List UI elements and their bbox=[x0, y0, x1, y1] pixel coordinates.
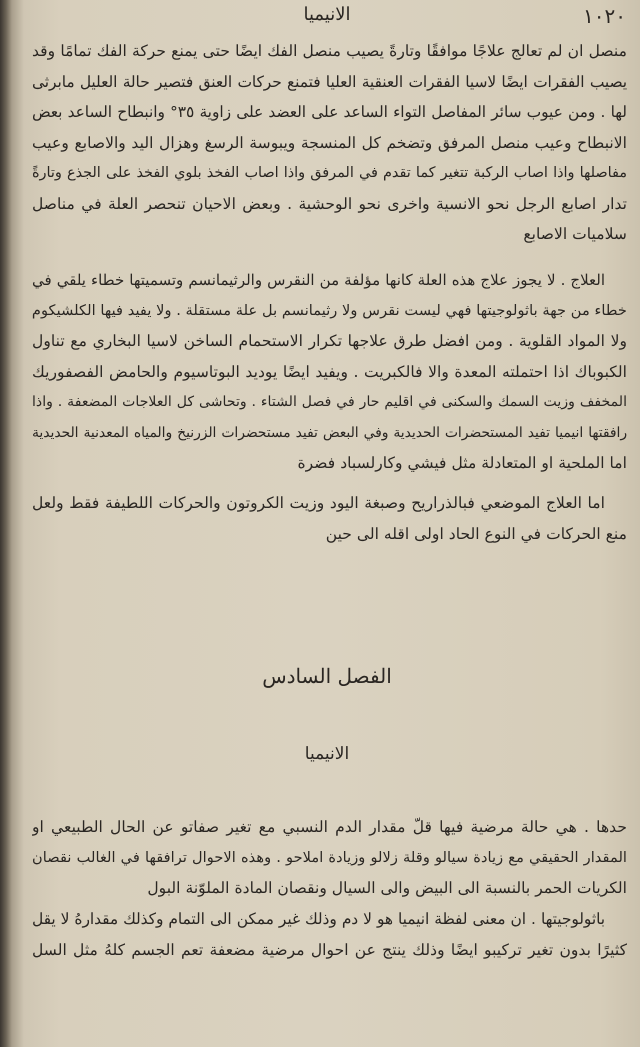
paragraph-joint-deformities bbox=[32, 36, 627, 250]
text-line: يصيب الفقرات ايضًا لاسيا الفقرات العنقية العليا فتمنع حركات العنق فتصير حالة العليل مابرثى bbox=[32, 72, 627, 91]
text-line: رافقتها انيميا تفيد المستحضرات الحديدية وفي البعض تفيد مستحضرات الزرنيخ والمياه المعدنية الحديدية bbox=[32, 424, 627, 441]
text-line: سلاميات الاصابع bbox=[523, 225, 627, 243]
text-line: الكبوباك اذا احتملته المعدة والا فالكبريت . ويفيد ايضًا يوديد البوتاسيوم والحامض الفصفوريك bbox=[32, 362, 627, 381]
page-number: ١٠٢٠ bbox=[583, 4, 626, 28]
running-title: الانيميا bbox=[303, 4, 351, 25]
text-line: المقدار الحقيقي مع زيادة سيالو وقلة زلالو وزيادة املاحو . وهذه الاحوال ترافقها في الغالب نقصان bbox=[32, 848, 627, 866]
chapter-title: الفصل السادس bbox=[262, 664, 392, 688]
text-line: العلاج . لا يجوز علاج هذه العلة كانها مؤلفة من النقرس والرثيمانسم وتسميتها خطاء يلقي في bbox=[32, 271, 605, 289]
text-line: مفاصلها واذا اصاب الركبة تتغير كما تقدم في المرفق واذا اصاب الفخذ بلوي الفخذ على الجذع وتارةً bbox=[32, 165, 627, 181]
text-line: المخفف وزيت السمك والسكنى في اقليم حار في فصل الشتاء . وتحاشى كل العلاجات المضعفة . واذا bbox=[32, 394, 627, 410]
page-header bbox=[14, 4, 640, 30]
text-line: منصل ان لم تعالج علاجًا موافقًا وتارةً يصيب منصل الفك ايضًا حتى يمنع حركة الفك تمامًا وقد bbox=[32, 42, 627, 60]
section-title: الانيميا bbox=[304, 744, 350, 764]
text-line: كثيرًا بدون تغير تركيبو ايضًا وذلك ينتج عن احوال مرضية مضعفة تعم الجسم كلهُ مثل السل bbox=[32, 940, 627, 959]
text-line: الانبطاح وعيب منصل المرفق وتضخم كل المنسجة ويبوسة الرسغ وهزال اليد والاصابع وعيب bbox=[32, 133, 627, 152]
text-line: اما الملحية او المتعادلة مثل فيشي وكارلسباد فضرة bbox=[297, 454, 627, 472]
text-line: باثولوجيتها . ان معنى لفظة انيميا هو لا دم وذلك غير ممكن الى التمام وكذلك مقدارهُ لا يقل bbox=[32, 910, 605, 928]
text-line: الكريات الحمر بالنسبة الى البيض والى السيال ونقصان المادة الملوّنة البول bbox=[147, 879, 627, 897]
paragraph-treatment bbox=[32, 265, 627, 479]
paragraph-definition bbox=[32, 812, 627, 904]
text-line: منع الحركات في النوع الحاد اولى اقله الى حين bbox=[325, 524, 627, 543]
book-page bbox=[14, 0, 640, 1047]
text-line: خطاء من جهة باثولوجيتها فهي ليست نقرس ولا رثيمانسم بل علة مستقلة . ولا يفيد فيها الكلشيكوم bbox=[32, 301, 627, 319]
text-line: ولا المواد القلوية . ومن افضل طرق علاجها تكرار الاستحمام الساخن لاسيا البخاري مع تناول bbox=[32, 332, 627, 350]
text-line: تدار اصابع الرجل نحو الانسية واخرى نحو الوحشية . وبعض الاحيان تنحصر العلة في مناصل bbox=[32, 194, 627, 213]
paragraph-local-treatment bbox=[32, 488, 627, 549]
text-line: لها . ومن عيوب سائر المفاصل التواء الساعد على العضد على زاوية ٣٥° وانبطاح الساعد بعض bbox=[32, 103, 627, 121]
paragraph-pathology bbox=[32, 904, 627, 965]
text-line: حدها . هي حالة مرضية فيها قلّ مقدار الدم النسبي مع تغير صفاتو عن الحال الطبيعي او bbox=[32, 818, 627, 836]
text-line: اما العلاج الموضعي فبالذراريح وصبغة اليود وزيت الكروتون والحركات اللطيفة فقط ولعل bbox=[32, 494, 605, 512]
